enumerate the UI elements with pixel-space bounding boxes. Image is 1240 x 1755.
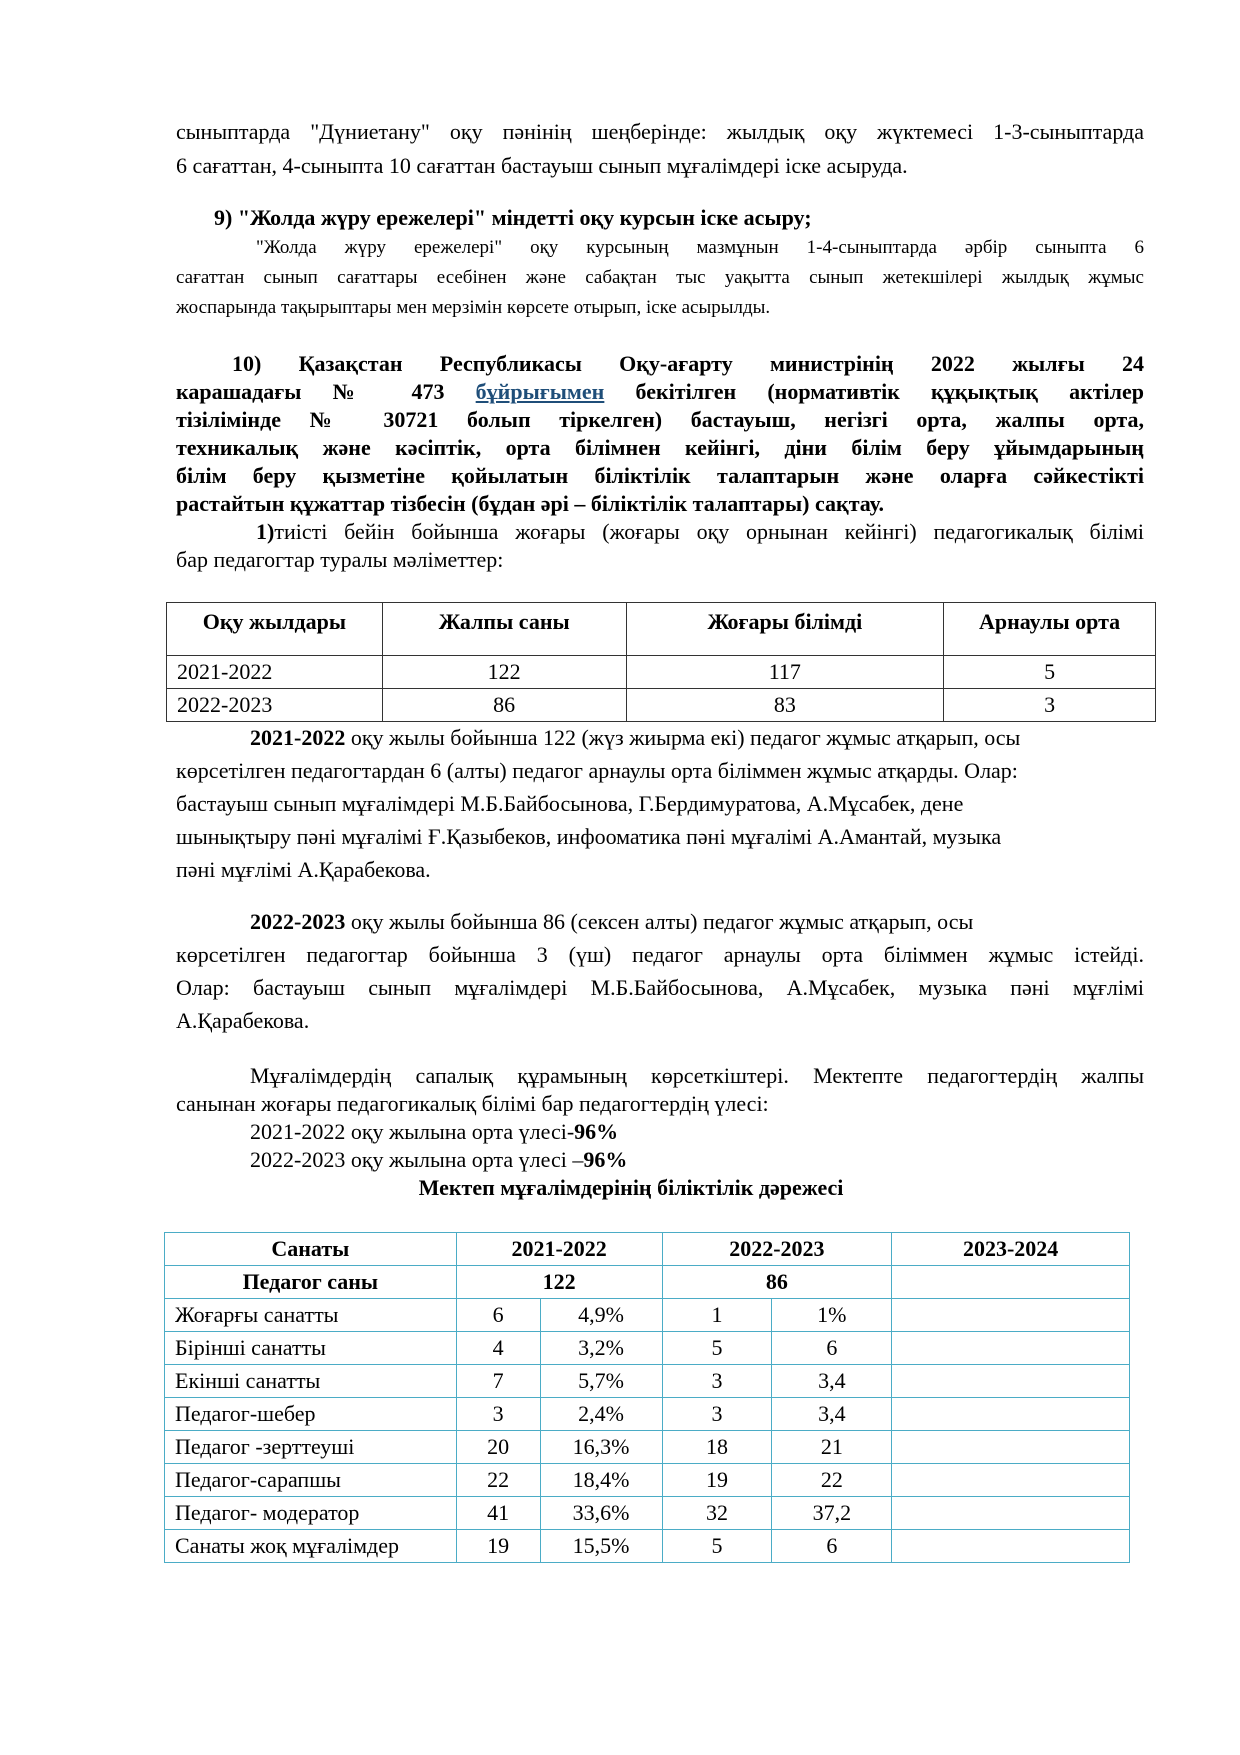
value-cell: 6 (772, 1530, 892, 1563)
order-link[interactable]: бұйрығымен (475, 379, 605, 404)
qualification-table-header (165, 1233, 1130, 1266)
table-row (165, 1365, 1130, 1398)
para2022-year: 2022-2023 (250, 909, 346, 934)
value-cell: 6 (456, 1299, 540, 1332)
education-table (166, 602, 1156, 722)
value-cell: 5,7% (540, 1365, 662, 1398)
value-cell: 33,6% (540, 1497, 662, 1530)
value-cell: 83 (626, 689, 944, 722)
para2022-line-1-text: оқу жылы бойынша 86 (сексен алты) педагог жұмыс атқарып, осы (350, 909, 974, 934)
value-cell: 1 (662, 1299, 772, 1332)
section9-line-2: сағаттан сынып сағаттары есебінен және сабақтан тыс уақытта сынып жетекшілері жылдық жұмыс (176, 267, 1144, 288)
header-cell: Жалпы саны (382, 603, 626, 656)
section10-line-4: техникалық және кәсіптік, орта білімнен кейінгі, діни білім беру ұйымдарының (176, 435, 1144, 460)
education-table-header (167, 603, 1156, 656)
category-cell: Жоғарғы санатты (165, 1299, 457, 1332)
section9-heading: 9) "Жолда жүру ережелері" міндетті оқу курсын іске асыру; (214, 205, 812, 230)
intro-line-1: сыныптарда "Дүниетану" оқу пәнінің шеңберінде: жылдық оқу жүктемесі 1-3-сыныптарда (176, 119, 1144, 144)
value-cell: 19 (662, 1464, 772, 1497)
table-row (167, 689, 1156, 722)
value-cell: 4 (456, 1332, 540, 1365)
value-cell: 3 (944, 689, 1156, 722)
subheader-cell: 122 (456, 1266, 662, 1299)
value-cell: 3 (456, 1398, 540, 1431)
table-row (165, 1431, 1130, 1464)
table-row (165, 1530, 1130, 1563)
table-row (165, 1497, 1130, 1530)
value-cell: 2,4% (540, 1398, 662, 1431)
empty-cell (892, 1332, 1130, 1365)
value-cell: 3 (662, 1365, 772, 1398)
empty-cell (892, 1464, 1130, 1497)
section10-sub-line-2: бар педагогтар туралы мәліметтер: (176, 547, 504, 572)
category-cell: Екінші санатты (165, 1365, 457, 1398)
category-cell: Педагог-шебер (165, 1398, 457, 1431)
value-cell: 4,9% (540, 1299, 662, 1332)
quality-2022-text: 2022-2023 оқу жылына орта үлесі – (250, 1147, 584, 1172)
empty-cell (892, 1266, 1130, 1299)
section10-line-1: 10) Қазақстан Республикасы Оқу-ағарту министрінің 2022 жылғы 24 (232, 351, 1144, 376)
quality-line-3 (250, 1118, 1218, 1146)
qualification-table-subheader (165, 1266, 1130, 1299)
value-cell: 18 (662, 1431, 772, 1464)
header-cell: 2023-2024 (892, 1233, 1130, 1266)
value-cell: 21 (772, 1431, 892, 1464)
value-cell: 117 (626, 656, 944, 689)
header-cell: 2022-2023 (662, 1233, 892, 1266)
section10-line-2 (176, 378, 1144, 406)
sub-item-number: 1) (256, 519, 275, 544)
value-cell: 3,2% (540, 1332, 662, 1365)
table-row (165, 1464, 1130, 1497)
value-cell: 16,3% (540, 1431, 662, 1464)
para2022-line-1 (250, 908, 1144, 936)
para2022-line-2: көрсетілген педагогтар бойынша 3 (үш) педагог арнаулы орта біліммен жұмыс істейді. (176, 942, 1144, 967)
para2021-line-4: шынықтыру пәні мұғалімі Ғ.Қазыбеков, инфооматика пәні мұғалімі А.Амантай, музыка (176, 824, 1002, 849)
value-cell: 19 (456, 1530, 540, 1563)
subheader-cell: Педагог саны (165, 1266, 457, 1299)
value-cell: 1% (772, 1299, 892, 1332)
quality-line-1: Мұғалімдердің сапалық құрамының көрсеткіштері. Мектепте педагогтердің жалпы (250, 1063, 1144, 1088)
category-cell: Бірінші санатты (165, 1332, 457, 1365)
empty-cell (892, 1299, 1130, 1332)
value-cell: 41 (456, 1497, 540, 1530)
header-cell: Жоғары білімді (626, 603, 944, 656)
table-row (165, 1299, 1130, 1332)
category-cell: Педагог- модератор (165, 1497, 457, 1530)
header-cell: Оқу жылдары (167, 603, 383, 656)
empty-cell (892, 1497, 1130, 1530)
subheader-cell: 86 (662, 1266, 892, 1299)
section10-line-6: растайтын құжаттар тізбесін (бұдан әрі – біліктілік талаптары) сақтау. (176, 491, 884, 516)
para2022-line-3: Олар: бастауыш сынып мұғалімдері М.Б.Байбосынова, А.Мұсабек, музыка пәні мұғлімі (176, 975, 1144, 1000)
value-cell: 18,4% (540, 1464, 662, 1497)
quality-line-4 (250, 1146, 1218, 1174)
table-row (165, 1398, 1130, 1431)
value-cell: 15,5% (540, 1530, 662, 1563)
section10-line-3: тізілімінде № 30721 болып тіркелген) бастауыш, негізгі орта, жалпы орта, (176, 407, 1144, 432)
value-cell: 22 (772, 1464, 892, 1497)
para2022-line-4: А.Қарабекова. (176, 1008, 310, 1033)
quality-2021-value: 96% (574, 1119, 619, 1144)
value-cell: 5 (662, 1332, 772, 1365)
section10-line-2-pre: карашадағы № 473 (176, 379, 445, 404)
value-cell: 5 (944, 656, 1156, 689)
category-cell: Педагог-сарапшы (165, 1464, 457, 1497)
value-cell: 3,4 (772, 1365, 892, 1398)
category-cell: Санаты жоқ мұғалімдер (165, 1530, 457, 1563)
category-cell: Педагог -зерттеуші (165, 1431, 457, 1464)
sub-item-text: тиісті бейін бойынша жоғары (жоғары оқу орнынан кейінгі) педагогикалық білімі (274, 519, 1144, 544)
value-cell: 6 (772, 1332, 892, 1365)
qualification-table-title: Мектеп мұғалімдерінің біліктілік дәрежесі (418, 1175, 844, 1200)
header-cell: 2021-2022 (456, 1233, 662, 1266)
para2021-line-1 (250, 724, 1144, 752)
empty-cell (892, 1365, 1130, 1398)
value-cell: 20 (456, 1431, 540, 1464)
para2021-line-1-text: оқу жылы бойынша 122 (жүз жиырма екі) педагог жұмыс атқарып, осы (345, 725, 1021, 750)
section9-line-3: жоспарында тақырыптары мен мерзімін көрсете отырып, іске асырылды. (176, 297, 771, 318)
qualification-table (164, 1232, 1130, 1563)
empty-cell (892, 1530, 1130, 1563)
header-cell: Арнаулы орта (944, 603, 1156, 656)
value-cell: 32 (662, 1497, 772, 1530)
empty-cell (892, 1398, 1130, 1431)
para2021-line-2: көрсетілген педагогтардан 6 (алты) педагог арнаулы орта біліммен жұмыс атқарды. Олар: (176, 758, 1018, 783)
quality-2022-value: 96% (583, 1147, 628, 1172)
para2021-year: 2021-2022 (250, 725, 346, 750)
table-row (167, 656, 1156, 689)
year-cell: 2022-2023 (167, 689, 383, 722)
intro-line-2: 6 сағаттан, 4-сыныпта 10 сағаттан бастауыш сынып мұғалімдері іске асыруда. (176, 153, 908, 178)
section9-line-1: "Жолда жүру ережелері" оқу курсының мазмұнын 1-4-сыныптарда әрбір сыныпта 6 (256, 237, 1144, 258)
para2021-line-3: бастауыш сынып мұғалімдері М.Б.Байбосынова, Г.Бердимуратова, А.Мұсабек, дене (176, 791, 964, 816)
value-cell: 5 (662, 1530, 772, 1563)
header-cell: Санаты (165, 1233, 457, 1266)
table-row (165, 1332, 1130, 1365)
empty-cell (892, 1431, 1130, 1464)
quality-line-2: санынан жоғары педагогикалық білімі бар педагогтердің үлесі: (176, 1091, 769, 1116)
value-cell: 122 (382, 656, 626, 689)
value-cell: 3 (662, 1398, 772, 1431)
quality-2021-text: 2021-2022 оқу жылына орта үлесі- (250, 1119, 575, 1144)
para2021-line-5: пәні мұғлімі А.Қарабекова. (176, 857, 431, 882)
section10-sub-line-1 (256, 518, 1144, 546)
section10-line-2-post: бекітілген (нормативтік құқықтық актілер (635, 379, 1145, 404)
value-cell: 86 (382, 689, 626, 722)
value-cell: 37,2 (772, 1497, 892, 1530)
value-cell: 7 (456, 1365, 540, 1398)
section10-line-5: білім беру қызметіне қойылатын біліктілік талаптарын және оларға сәйкестікті (176, 463, 1144, 488)
value-cell: 3,4 (772, 1398, 892, 1431)
value-cell: 22 (456, 1464, 540, 1497)
year-cell: 2021-2022 (167, 656, 383, 689)
